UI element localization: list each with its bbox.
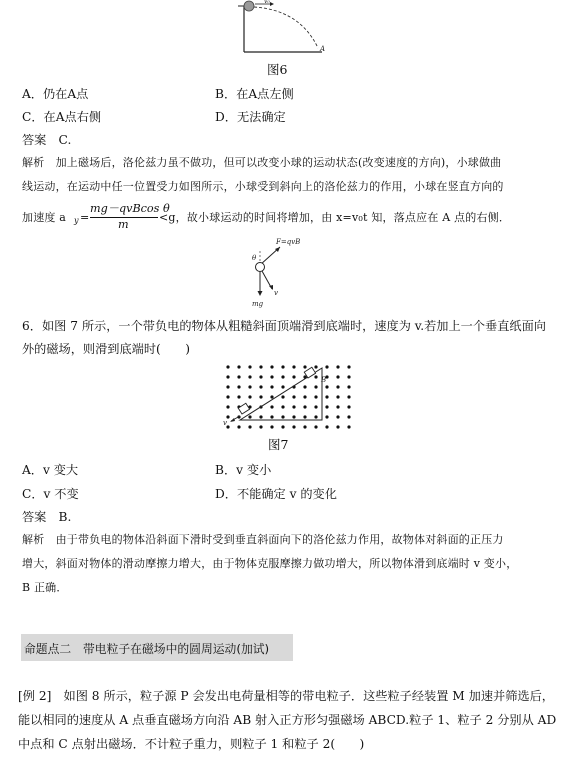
field-dot bbox=[347, 375, 350, 378]
field-dot bbox=[248, 365, 251, 368]
field-dot bbox=[237, 375, 240, 378]
field-dot bbox=[292, 365, 295, 368]
q6-option-d: D．不能确定 v 的变化 bbox=[215, 487, 337, 501]
field-dot bbox=[314, 415, 317, 418]
field-dot bbox=[325, 365, 328, 368]
field-dot bbox=[314, 385, 317, 388]
field-dot bbox=[314, 395, 317, 398]
field-dot bbox=[292, 395, 295, 398]
field-dot bbox=[303, 385, 306, 388]
field-dot bbox=[237, 425, 240, 428]
field-dot bbox=[336, 365, 339, 368]
field-dot bbox=[347, 425, 350, 428]
field-dot bbox=[347, 365, 350, 368]
fraction-numerator: mg－qvBcos θ bbox=[90, 202, 170, 215]
q6-option-b: B．v 变小 bbox=[215, 463, 272, 477]
q5-option-b: B．在A点左侧 bbox=[215, 87, 294, 101]
field-dot bbox=[314, 425, 317, 428]
field-dot bbox=[303, 365, 306, 368]
field-dot bbox=[281, 375, 284, 378]
field-dot bbox=[226, 405, 229, 408]
force-label-v: v bbox=[274, 289, 278, 297]
field-dot bbox=[270, 425, 273, 428]
field-dot bbox=[248, 415, 251, 418]
field-dot bbox=[259, 425, 262, 428]
field-dot bbox=[325, 385, 328, 388]
field-dot bbox=[259, 375, 262, 378]
figure-6-diagram bbox=[230, 0, 340, 58]
force-label-mg: mg bbox=[252, 300, 264, 308]
field-dot bbox=[336, 375, 339, 378]
field-dot bbox=[347, 395, 350, 398]
figure-7-label-b: B bbox=[321, 376, 327, 384]
field-dot bbox=[270, 405, 273, 408]
q6-option-a: A．v 变大 bbox=[22, 463, 79, 477]
figure-7-caption: 图7 bbox=[268, 437, 289, 452]
field-dot bbox=[303, 415, 306, 418]
q6-analysis-line-1: 解析 由于带负电的物体沿斜面下滑时受到垂直斜面向下的洛伦兹力作用，故物体对斜面的正压力 bbox=[22, 533, 504, 546]
field-dot bbox=[259, 415, 262, 418]
field-dot bbox=[325, 425, 328, 428]
q5-option-d: D．无法确定 bbox=[215, 110, 286, 124]
field-dot bbox=[281, 415, 284, 418]
field-dot bbox=[303, 425, 306, 428]
field-dot bbox=[248, 395, 251, 398]
field-dot bbox=[325, 405, 328, 408]
ball bbox=[244, 1, 254, 11]
example-2-line-3: 中点和 C 点射出磁场．不计粒子重力，则粒子 1 和粒子 2( ) bbox=[18, 737, 365, 751]
field-dot bbox=[336, 415, 339, 418]
magnetic-field-dots bbox=[226, 365, 350, 428]
q5-option-a: A．仍在A点 bbox=[22, 87, 89, 101]
field-dot bbox=[270, 395, 273, 398]
section-title: 命题点二 带电粒子在磁场中的圆周运动(加试) bbox=[24, 642, 270, 656]
q6-analysis-line-2: 增大，斜面对物体的滑动摩擦力增大，由于物体克服摩擦力做功增大，所以物体滑到底端时 v 变小， bbox=[22, 557, 518, 570]
field-dot bbox=[314, 375, 317, 378]
field-dot bbox=[347, 415, 350, 418]
field-dot bbox=[303, 405, 306, 408]
figure-6-label-v0: v₀ bbox=[264, 0, 270, 5]
q5-analysis-line-1: 解析 加上磁场后，洛伦兹力虽不做功，但可以改变小球的运动状态(改变速度的方向)，小球做曲 bbox=[22, 156, 502, 169]
field-dot bbox=[270, 385, 273, 388]
q5-answer: 答案 C. bbox=[22, 133, 72, 147]
field-dot bbox=[259, 365, 262, 368]
q6-stem-line-2: 外的磁场，则滑到底端时( ) bbox=[22, 342, 190, 356]
field-dot bbox=[248, 425, 251, 428]
field-dot bbox=[314, 405, 317, 408]
field-dot bbox=[336, 425, 339, 428]
field-dot bbox=[270, 375, 273, 378]
section-heading bbox=[21, 634, 293, 661]
force-label-f: F=qvB bbox=[276, 238, 301, 246]
field-dot bbox=[270, 415, 273, 418]
field-dot bbox=[226, 365, 229, 368]
q5-option-c: C．在A点右侧 bbox=[22, 110, 102, 124]
field-dot bbox=[281, 395, 284, 398]
q5-analysis-line-3-prefix: 加速度 a bbox=[22, 211, 67, 224]
field-dot bbox=[259, 385, 262, 388]
field-dot bbox=[281, 365, 284, 368]
field-dot bbox=[237, 395, 240, 398]
fraction-denominator: m bbox=[118, 218, 129, 231]
field-dot bbox=[336, 395, 339, 398]
q6-option-c: C．v 不变 bbox=[22, 487, 79, 501]
q6-stem-line-1: 6．如图 7 所示，一个带负电的物体从粗糙斜面顶端滑到底端时，速度为 v.若加上一个垂直纸面向 bbox=[22, 319, 546, 333]
q6-answer: 答案 B. bbox=[22, 510, 72, 524]
field-dot bbox=[226, 375, 229, 378]
particle bbox=[256, 263, 265, 272]
field-dot bbox=[336, 405, 339, 408]
field-dot bbox=[292, 415, 295, 418]
q5-analysis-line-3-suffix: <g，故小球运动的时间将增加，由 x=v₀t 知，落点应在 A 点的右侧． bbox=[159, 211, 511, 224]
field-dot bbox=[292, 375, 295, 378]
field-dot bbox=[237, 385, 240, 388]
field-dot bbox=[248, 385, 251, 388]
field-dot bbox=[347, 385, 350, 388]
field-dot bbox=[226, 395, 229, 398]
field-dot bbox=[347, 405, 350, 408]
field-dot bbox=[281, 405, 284, 408]
example-2-line-2: 能以相同的速度从 A 点垂直磁场方向沿 AB 射入正方形匀强磁场 ABCD.粒子 1、粒子 2 分别从 AD bbox=[18, 713, 557, 727]
acceleration-fraction bbox=[90, 200, 170, 236]
q6-analysis-line-3: B 正确． bbox=[22, 581, 68, 594]
force-diagram bbox=[232, 233, 332, 313]
example-2-line-1: [例 2] 如图 8 所示，粒子源 P 会发出电荷量相等的带电粒子．这些粒子经装置 M 加速并筛选后， bbox=[18, 689, 554, 703]
field-dot bbox=[303, 395, 306, 398]
figure-7-diagram bbox=[218, 362, 352, 432]
field-dot bbox=[248, 375, 251, 378]
q5-analysis-subscript-y: y bbox=[74, 216, 79, 225]
field-dot bbox=[281, 385, 284, 388]
field-dot bbox=[325, 395, 328, 398]
q5-analysis-line-2: 线运动，在运动中任一位置受力如图所示，小球受到斜向上的洛伦兹力的作用，小球在竖直方向的 bbox=[22, 180, 504, 193]
field-dot bbox=[259, 395, 262, 398]
field-dot bbox=[336, 385, 339, 388]
field-dot bbox=[270, 365, 273, 368]
field-dot bbox=[292, 425, 295, 428]
figure-7-label-v: v bbox=[223, 419, 227, 427]
q5-analysis-equals: = bbox=[80, 211, 90, 224]
field-dot bbox=[314, 365, 317, 368]
field-dot bbox=[292, 405, 295, 408]
field-dot bbox=[226, 385, 229, 388]
field-dot bbox=[325, 415, 328, 418]
force-label-theta: θ bbox=[252, 254, 257, 262]
figure-6-caption: 图6 bbox=[267, 62, 288, 77]
field-dot bbox=[237, 365, 240, 368]
figure-6-label-a: A bbox=[320, 45, 326, 53]
field-dot bbox=[281, 425, 284, 428]
